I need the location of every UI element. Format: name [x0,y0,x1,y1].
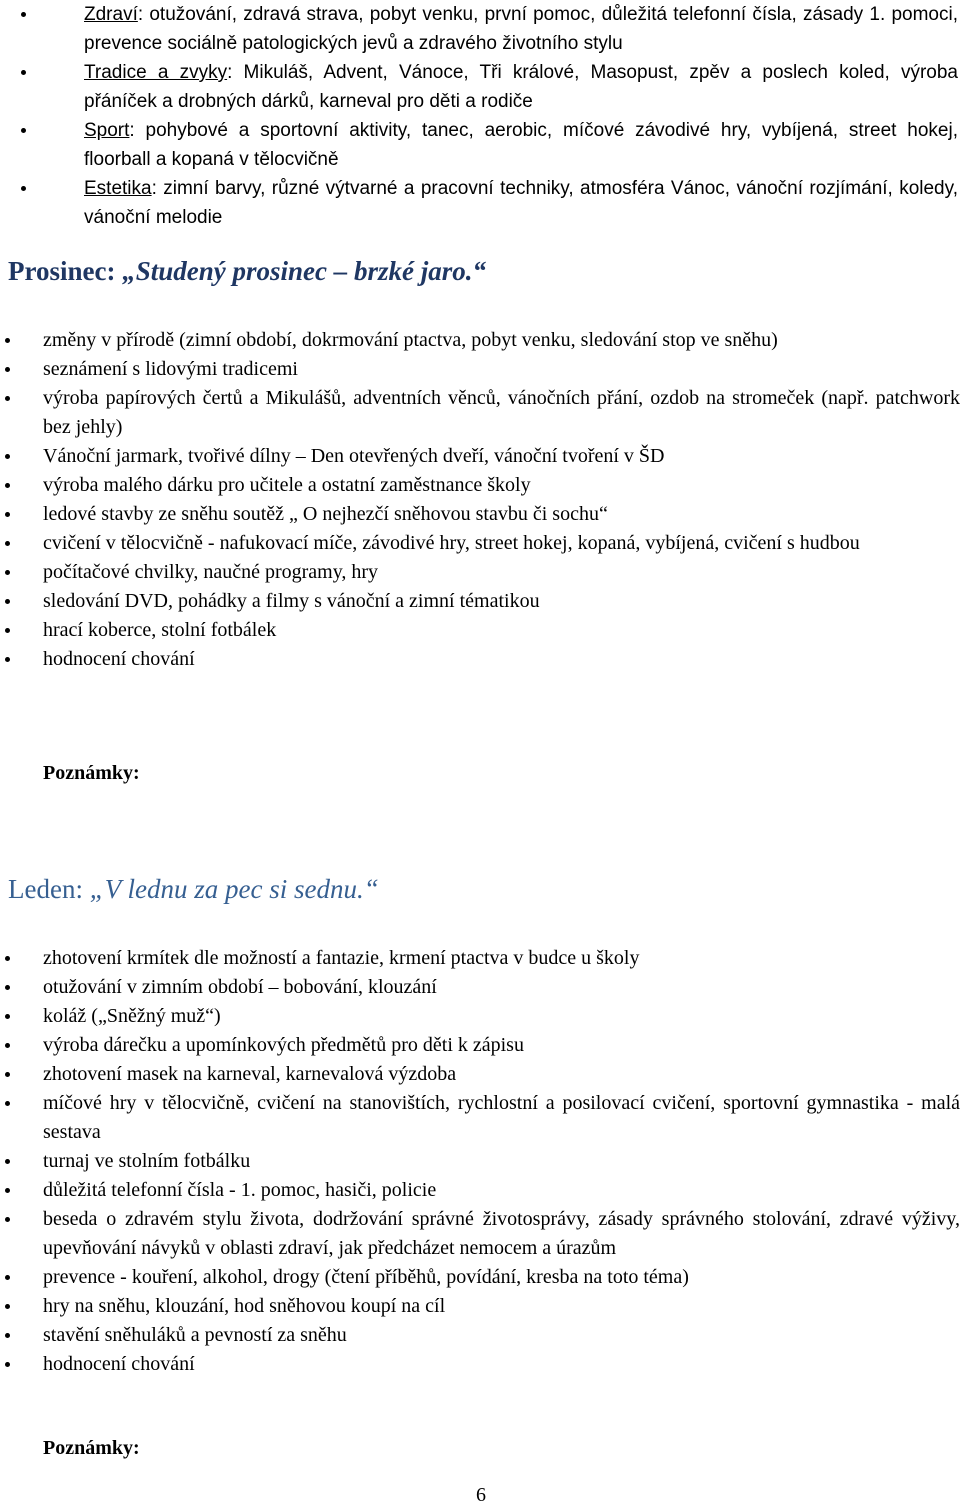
bullet-icon [5,1217,10,1222]
list-item [43,1263,960,1292]
list-item [43,500,960,529]
list-item [43,1031,960,1060]
bullet-icon [5,1362,10,1367]
item-label: Zdraví [84,4,138,25]
item-text: cvičení v tělocvičně - nafukovací míče, závodivé hry, street hokej, kopaná, vybíjená, cvičení s hudbou [43,532,860,554]
item-text: výroba dárečku a upomínkových předmětů pro děti k zápisu [43,1034,524,1056]
item-text: hodnocení chování [43,1353,195,1375]
item-text: : Mikuláš, Advent, Vánoce, Tři králové, Masopust, zpěv a poslech koled, výroba přáníček a drobných dárků, karneval pro děti a rodiče [84,62,958,112]
list-item [43,529,960,558]
item-text: změny v přírodě (zimní období, dokrmování ptactva, pobyt venku, sledování stop ve sněhu) [43,329,778,351]
list-item [43,1147,960,1176]
list-item [43,1089,960,1147]
bullet-icon [5,985,10,990]
item-text: stavění sněhuláků a pevností za sněhu [43,1324,347,1346]
item-text: výroba malého dárku pro učitele a ostatní zaměstnance školy [43,474,531,496]
list-item [43,471,960,500]
page-number: 6 [476,1484,486,1506]
bullet-icon [5,657,10,662]
item-label: Estetika [84,178,152,199]
item-text: důležitá telefonní čísla - 1. pomoc, hasiči, policie [43,1179,437,1201]
bullet-icon [5,1275,10,1280]
item-text: : otužování, zdravá strava, pobyt venku, první pomoc, důležitá telefonní čísla, zásady 1. pomoci, prevence sociálně patologických jevů a zdravého životního stylu [84,4,958,54]
list-item [43,1321,960,1350]
list-item [43,326,960,355]
bullet-icon [5,367,10,372]
item-text: výroba papírových čertů a Mikulášů, adventních věnců, vánočních přání, ozdob na stromeček (např. patchwork bez jehly) [43,387,960,438]
item-text: míčové hry v tělocvičně, cvičení na stanovištích, rychlostní a posilovací cvičení, sportovní gymnastika - malá sestava [43,1092,960,1143]
bullet-icon [21,70,26,75]
item-text: zhotovení masek na karneval, karnevalová výzdoba [43,1063,457,1085]
top-list [84,0,958,232]
heading-title: „Studený prosinec – brzké jaro.“ [122,256,487,286]
item-text: koláž („Sněžný muž“) [43,1005,221,1027]
bullet-icon [5,454,10,459]
list-item [43,973,960,1002]
list-item [43,645,960,674]
item-text: : pohybové a sportovní aktivity, tanec, aerobic, míčové závodivé hry, vybíjená, street hokej, floorball a kopaná v tělocvičně [84,120,958,170]
bullet-icon [5,512,10,517]
bullet-icon [5,396,10,401]
list-item [43,384,960,442]
bullet-icon [21,186,26,191]
bullet-icon [5,1014,10,1019]
list-item [84,174,958,232]
item-text: otužování v zimním období – bobování, klouzání [43,976,437,998]
bullet-icon [5,599,10,604]
list-item [84,58,958,116]
notes-label-january: Poznámky: [43,1437,140,1459]
list-item [43,355,960,384]
bullet-icon [5,628,10,633]
list-item [43,1205,960,1263]
bullet-icon [5,956,10,961]
bullet-icon [5,1072,10,1077]
heading-label: Leden: [8,874,90,904]
bullet-icon [5,338,10,343]
item-text: seznámení s lidovými tradicemi [43,358,298,380]
item-text: turnaj ve stolním fotbálku [43,1150,251,1172]
item-text: hry na sněhu, klouzání, hod sněhovou koupí na cíl [43,1295,446,1317]
heading-title: „V lednu za pec si sednu.“ [89,874,379,904]
notes-label-december: Poznámky: [43,762,140,784]
bullet-icon [5,483,10,488]
list-item [43,1060,960,1089]
bullet-icon [5,1159,10,1164]
bullet-icon [5,1043,10,1048]
bullet-icon [5,570,10,575]
list-item [43,1002,960,1031]
section-heading-january [8,874,379,905]
heading-label: Prosinec: [8,256,123,286]
january-list [43,944,960,1379]
item-label: Tradice a zvyky [84,62,228,83]
list-item [43,1176,960,1205]
list-item [43,1350,960,1379]
item-text: beseda o zdravém stylu života, dodržování správné životosprávy, zásady správného stolování, zdravé výživy, upevňování návyků v oblasti zdraví, jak předcházet nemocem a úrazům [43,1208,960,1259]
list-item [43,558,960,587]
item-text: : zimní barvy, různé výtvarné a pracovní techniky, atmosféra Vánoc, vánoční rozjímání, koledy, vánoční melodie [84,178,958,228]
list-item [84,116,958,174]
bullet-icon [5,1333,10,1338]
bullet-icon [21,128,26,133]
item-text: zhotovení krmítek dle možností a fantazie, krmení ptactva v budce u školy [43,947,640,969]
list-item [43,616,960,645]
bullet-icon [21,12,26,17]
item-text: sledování DVD, pohádky a filmy s vánoční a zimní tématikou [43,590,540,612]
item-text: hrací koberce, stolní fotbálek [43,619,277,641]
item-text: hodnocení chování [43,648,195,670]
item-text: ledové stavby ze sněhu soutěž „ O nejhezčí sněhovou stavbu či sochu“ [43,503,608,525]
list-item [84,0,958,58]
item-label: Sport [84,120,130,141]
bullet-icon [5,541,10,546]
bullet-icon [5,1101,10,1106]
item-text: Vánoční jarmark, tvořivé dílny – Den otevřených dveří, vánoční tvoření v ŠD [43,445,665,467]
item-text: počítačové chvilky, naučné programy, hry [43,561,379,583]
list-item [43,587,960,616]
section-heading-december [8,256,486,287]
list-item [43,944,960,973]
list-item [43,442,960,471]
december-list [43,326,960,674]
bullet-icon [5,1304,10,1309]
list-item [43,1292,960,1321]
item-text: prevence - kouření, alkohol, drogy (čtení příběhů, povídání, kresba na toto téma) [43,1266,689,1288]
bullet-icon [5,1188,10,1193]
